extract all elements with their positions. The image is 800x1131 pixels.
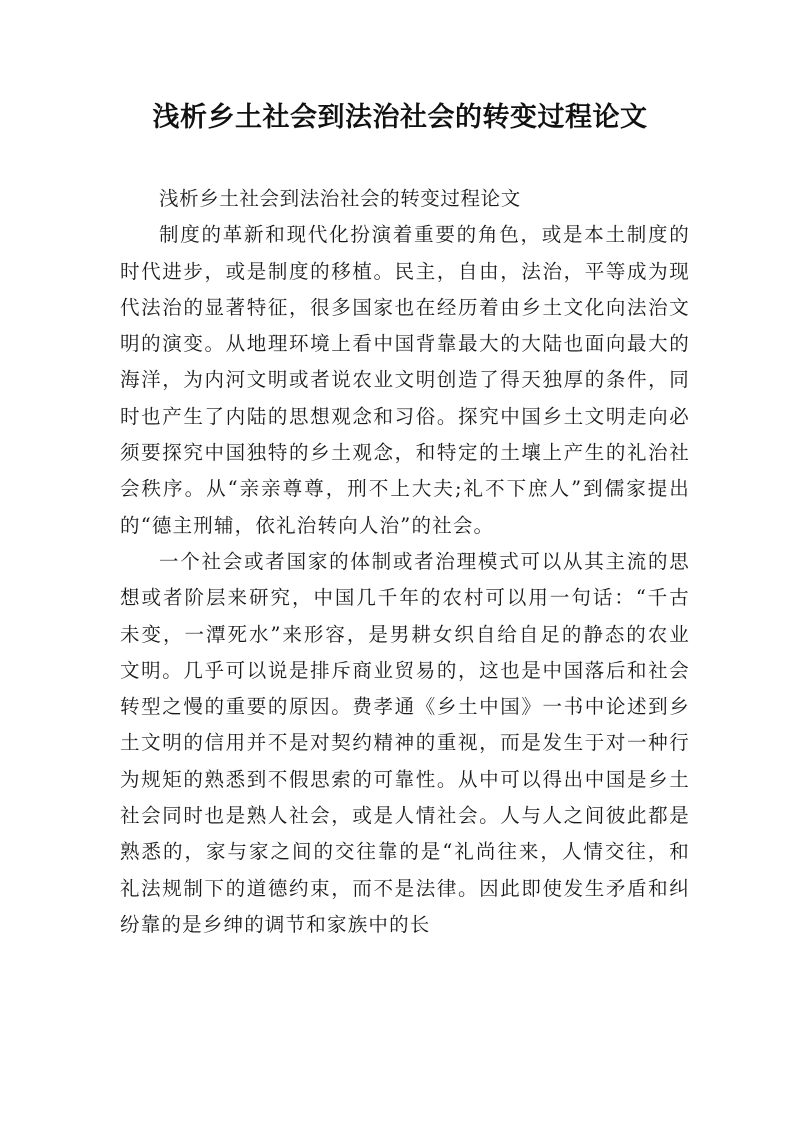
body-paragraph: 制度的革新和现代化扮演着重要的角色，或是本土制度的时代进步，或是制度的移植。民主，自由，法治，平等成为现代法治的显著特征，很多国家也在经历着由乡土文化向法治文明的演变。从地理环境上看中国背靠最大的大陆也面向最大的海洋，为内河文明或者说农业文明创造了得天独厚的条件，同时也产生了内陆的思想观念和习俗。探究中国乡土文明走向必须要探究中国独特的乡土观念，和特定的土壤上产生的礼治社会秩序。从“亲亲尊尊，刑不上大夫;礼不下庶人”到儒家提出的“德主刑辅，依礼治转向人治”的社会。 <box>120 223 690 537</box>
document-body <box>120 181 690 943</box>
subtitle-paragraph: 浅析乡土社会到法治社会的转变过程论文 <box>159 187 521 210</box>
body-paragraph: 一个社会或者国家的体制或者治理模式可以从其主流的思想或者阶层来研究，中国几千年的农村可以用一句话：“千古未变，一潭死水”来形容，是男耕女织自给自足的静态的农业文明。几乎可以说是排斥商业贸易的，这也是中国落后和社会转型之慢的重要的原因。费孝通《乡土中国》一书中论述到乡土文明的信用并不是对契约精神的重视，而是发生于对一种行为规矩的熟悉到不假思索的可靠性。从中可以得出中国是乡土社会同时也是熟人社会，或是人情社会。人与人之间彼此都是熟悉的，家与家之间的交往靠的是“礼尚往来，人情交往，和礼法规制下的道德约束，而不是法律。因此即使发生矛盾和纠纷靠的是乡绅的调节和家族中的长 <box>120 549 690 936</box>
page-title: 浅析乡土社会到法治社会的转变过程论文 <box>152 102 648 133</box>
